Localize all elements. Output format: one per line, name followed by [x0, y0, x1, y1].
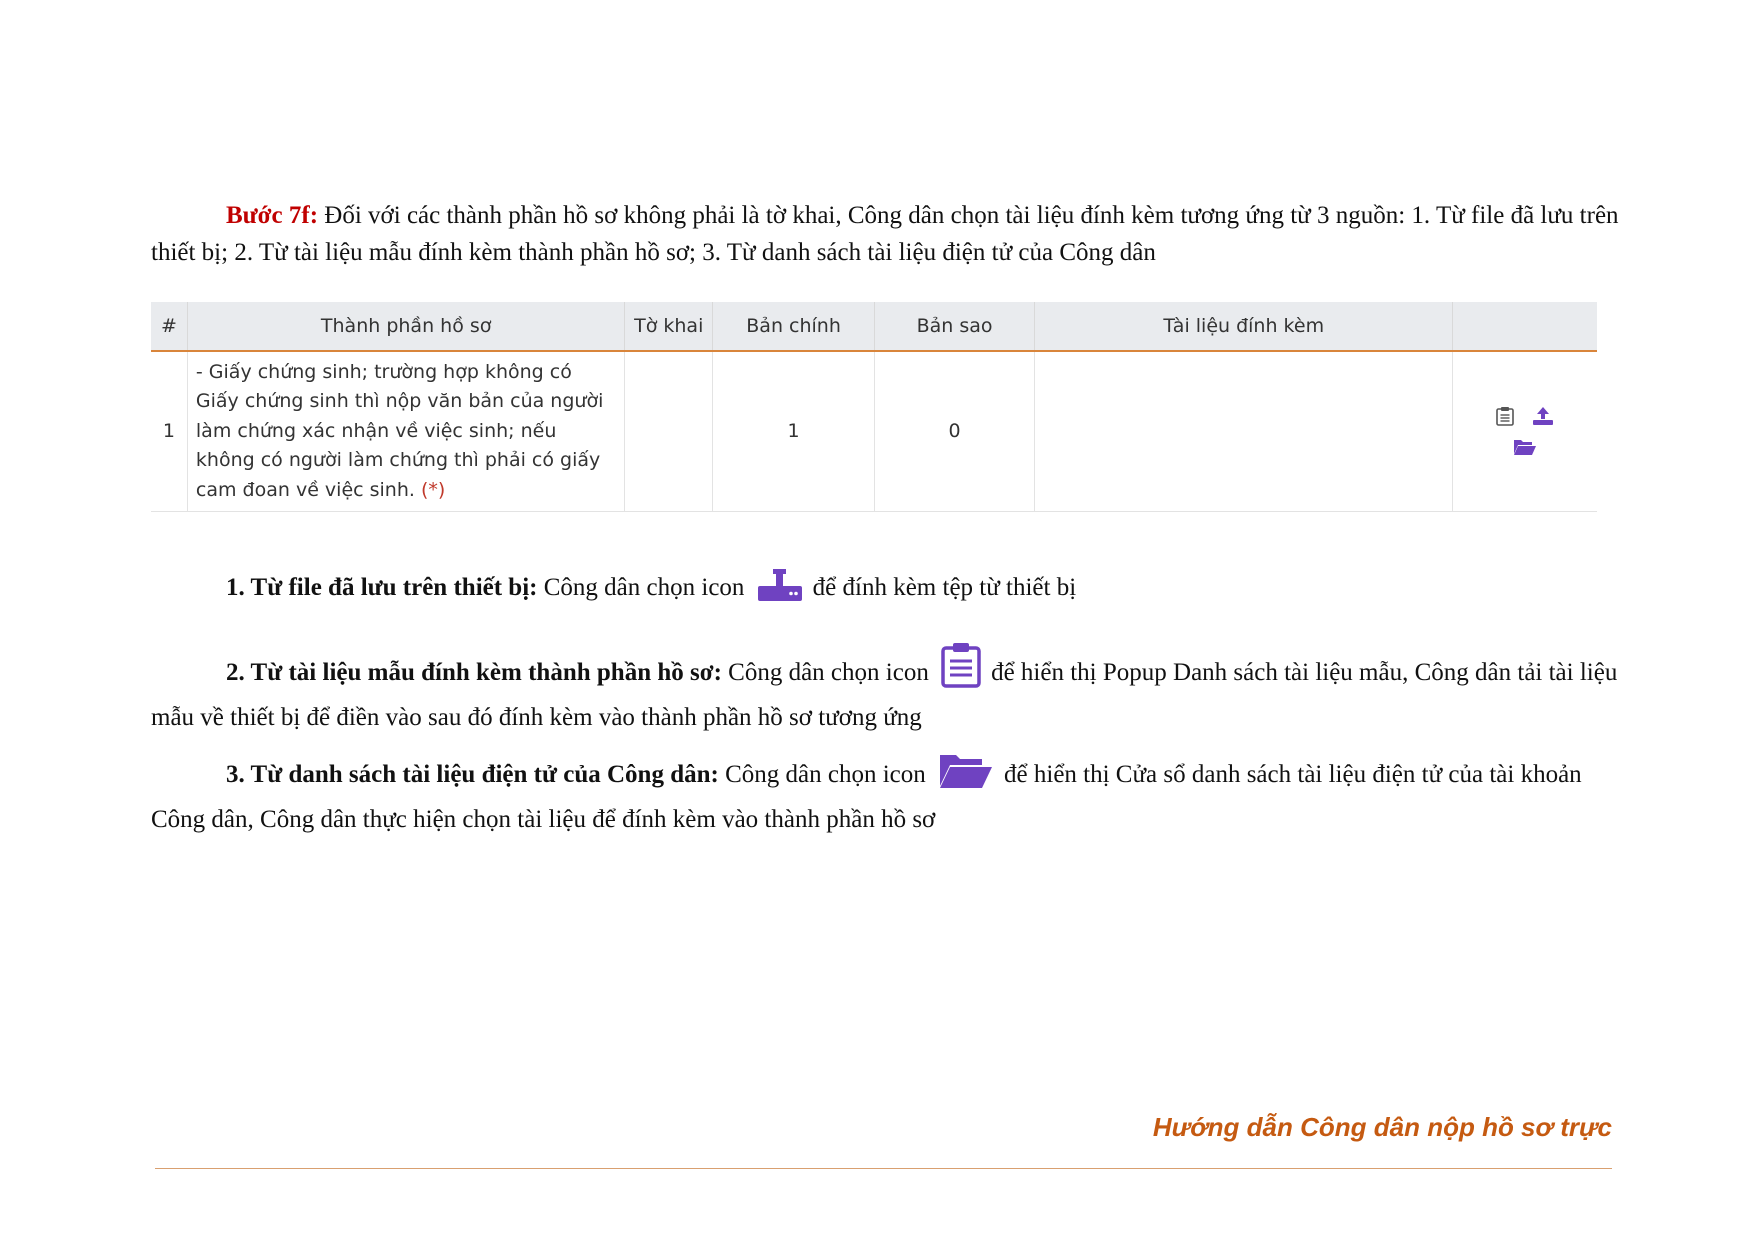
cell-ban-sao: 0: [875, 351, 1035, 511]
cell-actions: [1453, 351, 1597, 511]
option-3-before: Công dân chọn icon: [718, 761, 926, 788]
upload-icon: [757, 569, 803, 614]
footer-divider: [155, 1168, 1612, 1169]
option-2-paragraph: [151, 642, 1629, 736]
cell-index: 1: [151, 351, 187, 511]
component-text: - Giấy chứng sinh; trường hợp không có Giấy chứng sinh thì nộp văn bản của người làm chứng xác nhận về việc sinh; nếu không có người làm chứng thì phải có giấy cam đoan về việc sinh.: [195, 360, 604, 501]
col-header-attachment: Tài liệu đính kèm: [1035, 302, 1453, 351]
cell-to-khai: [625, 351, 713, 511]
step-text: Đối với các thành phần hồ sơ không phải là tờ khai, Công dân chọn tài liệu đính kèm tương ứng từ 3 nguồn: 1. Từ file đã lưu trên thiết bị; 2. Từ tài liệu mẫu đính kèm thành phần hồ sơ; 3. Từ danh sách tài liệu điện tử của Công dân: [151, 202, 1619, 266]
option-2-title: 2. Từ tài liệu mẫu đính kèm thành phần hồ sơ:: [226, 659, 722, 686]
option-1-after: để đính kèm tệp từ thiết bị: [812, 574, 1077, 601]
document-components-table: [151, 302, 1597, 512]
table-header-row: [151, 302, 1597, 351]
col-header-index: #: [151, 302, 187, 351]
footer-title: Hướng dẫn Công dân nộp hồ sơ trực: [1152, 1112, 1612, 1142]
option-1-paragraph: [151, 569, 1629, 614]
option-1-title: 1. Từ file đã lưu trên thiết bị:: [226, 574, 538, 601]
required-mark: (*): [420, 478, 446, 501]
cell-attachment: [1035, 351, 1453, 511]
upload-icon[interactable]: [1532, 406, 1554, 426]
table-row: [151, 351, 1597, 511]
option-2-before: Công dân chọn icon: [721, 659, 929, 686]
option-3-after: để hiển thị Cửa sổ danh sách tài liệu điện tử của tài khoản Công dân, Công dân thực hiện chọn tài liệu để đính kèm vào thành phần hồ sơ: [151, 761, 1582, 833]
folder-open-icon[interactable]: [1513, 438, 1537, 456]
col-header-actions: [1453, 302, 1597, 351]
col-header-ban-chinh: Bản chính: [713, 302, 875, 351]
col-header-component: Thành phần hồ sơ: [187, 302, 625, 351]
col-header-to-khai: Tờ khai: [625, 302, 713, 351]
folder-open-icon: [938, 752, 994, 801]
step-label: Bước 7f:: [226, 202, 319, 229]
step-paragraph: [151, 197, 1629, 271]
clipboard-icon: [941, 642, 981, 699]
clipboard-icon[interactable]: [1496, 406, 1514, 426]
cell-ban-chinh: 1: [713, 351, 875, 511]
cell-component: [187, 351, 625, 511]
col-header-ban-sao: Bản sao: [875, 302, 1035, 351]
option-1-before: Công dân chọn icon: [537, 574, 745, 601]
option-3-paragraph: [151, 752, 1629, 838]
option-2-after: để hiển thị Popup Danh sách tài liệu mẫu, Công dân tải tài liệu mẫu về thiết bị để điền vào sau đó đính kèm vào thành phần hồ sơ tương ứng: [151, 659, 1618, 731]
option-3-title: 3. Từ danh sách tài liệu điện tử của Công dân:: [226, 761, 719, 788]
